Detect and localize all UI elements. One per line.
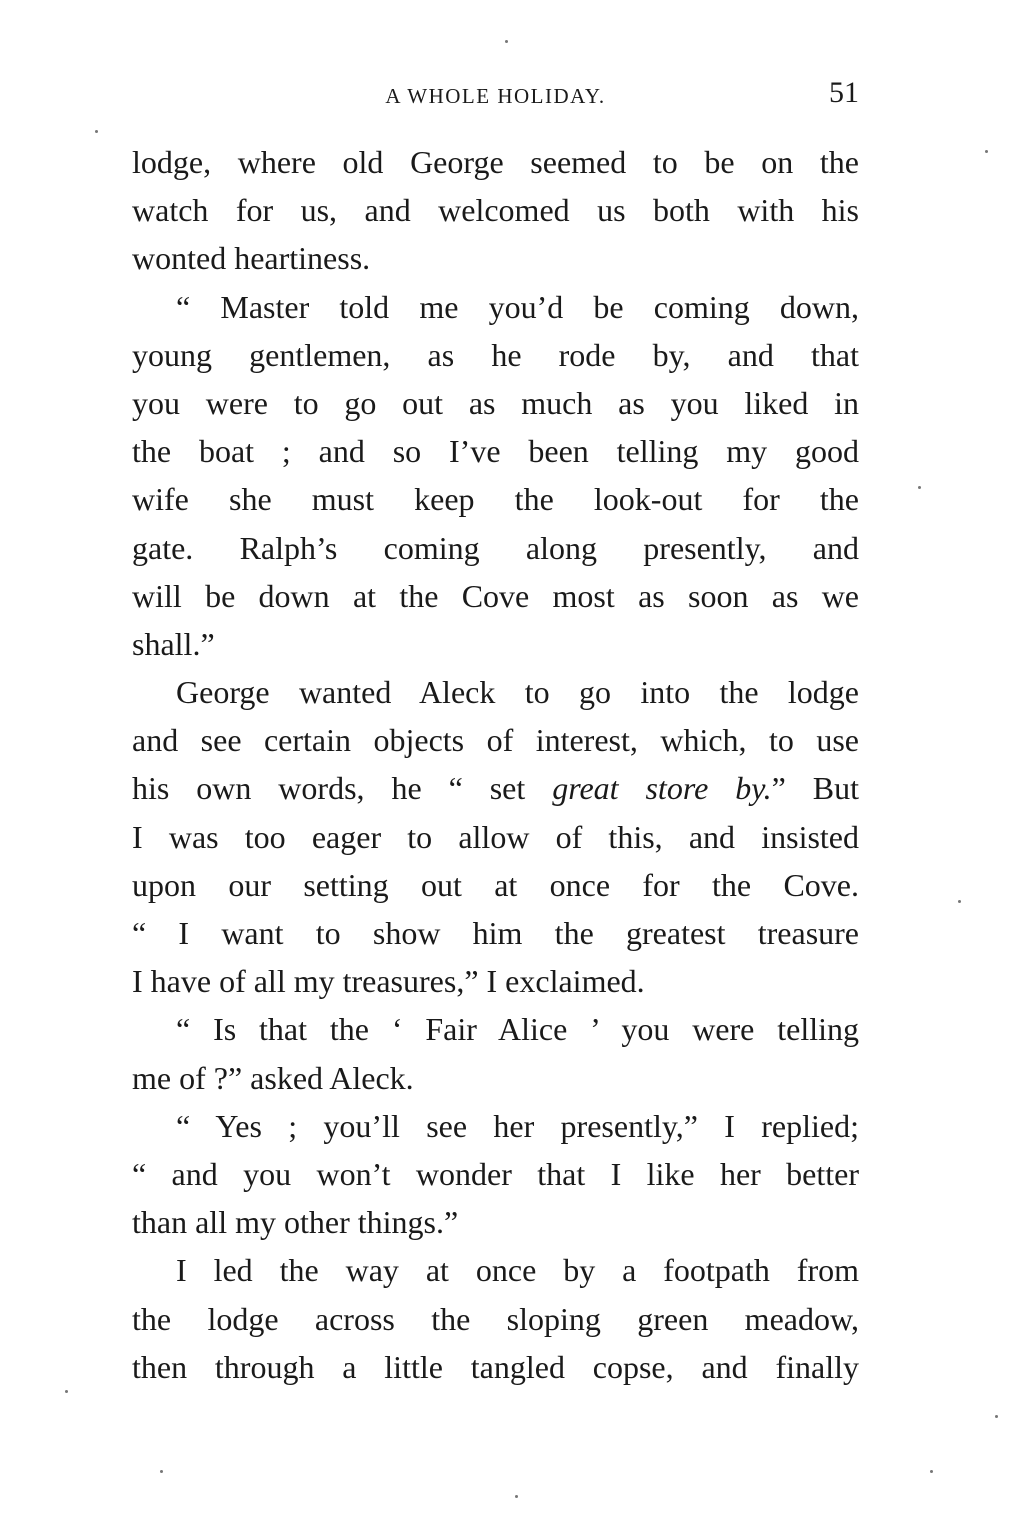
text-line: me of ?” asked Aleck.: [132, 1059, 414, 1096]
scan-speck: [958, 900, 961, 903]
text-line: I was too eager to allow of this, and insisted: [132, 818, 859, 855]
running-head: [132, 76, 859, 116]
text-line: watch for us, and welcomed us both with his: [132, 192, 859, 229]
text-line: will be down at the Cove most as soon as we: [132, 577, 859, 614]
text-segment: his own words, he “ set: [132, 770, 553, 807]
text-line: lodge, where old George seemed to be on the: [132, 144, 859, 180]
scan-speck: [505, 40, 508, 43]
text-line: gate. Ralph’s coming along presently, and: [132, 529, 859, 566]
text-line-with-italic: [132, 764, 859, 812]
scan-speck: [95, 130, 98, 133]
text-line: “ I want to show him the greatest treasure: [132, 915, 859, 951]
text-line: shall.”: [132, 625, 215, 662]
text-line: I have of all my treasures,” I exclaimed.: [132, 963, 645, 1000]
text-line: “ Yes ; you’ll see her presently,” I replied;: [176, 1107, 859, 1144]
running-title: A WHOLE HOLIDAY.: [385, 84, 606, 108]
text-line: “ and you won’t wonder that I like her better: [132, 1155, 859, 1192]
scan-speck: [515, 1495, 518, 1498]
text-line: I led the way at once by a footpath from: [176, 1252, 859, 1289]
text-line: young gentlemen, as he rode by, and that: [132, 336, 859, 373]
text-line: than all my other things.”: [132, 1204, 459, 1241]
scan-speck: [918, 486, 921, 489]
scan-speck: [65, 1390, 68, 1393]
text-line: the lodge across the sloping green meadow,: [132, 1300, 859, 1337]
text-line: then through a little tangled copse, and finally: [132, 1348, 859, 1385]
scan-speck: [930, 1470, 933, 1473]
text-line: upon our setting out at once for the Cove.: [132, 866, 859, 903]
text-line: wonted heartiness.: [132, 240, 371, 277]
text-line: the boat ; and so I’ve been telling my good: [132, 433, 859, 470]
text-line: wife she must keep the look-out for the: [132, 481, 859, 518]
text-line: George wanted Aleck to go into the lodge: [176, 674, 859, 711]
text-line: “ Master told me you’d be coming down,: [176, 288, 859, 325]
scan-speck: [160, 1470, 163, 1473]
scan-speck: [995, 1415, 998, 1418]
text-line: you were to go out as much as you liked in: [132, 384, 859, 421]
italic-phrase: great store by.: [552, 770, 772, 807]
text-line: and see certain objects of interest, which, to use: [132, 722, 859, 759]
body-text: [132, 138, 859, 1391]
scan-speck: [985, 150, 988, 153]
page-number: 51: [829, 76, 859, 109]
text-segment: ” But: [771, 770, 860, 807]
text-line: “ Is that the ‘ Fair Alice ’ you were telling: [176, 1011, 859, 1048]
